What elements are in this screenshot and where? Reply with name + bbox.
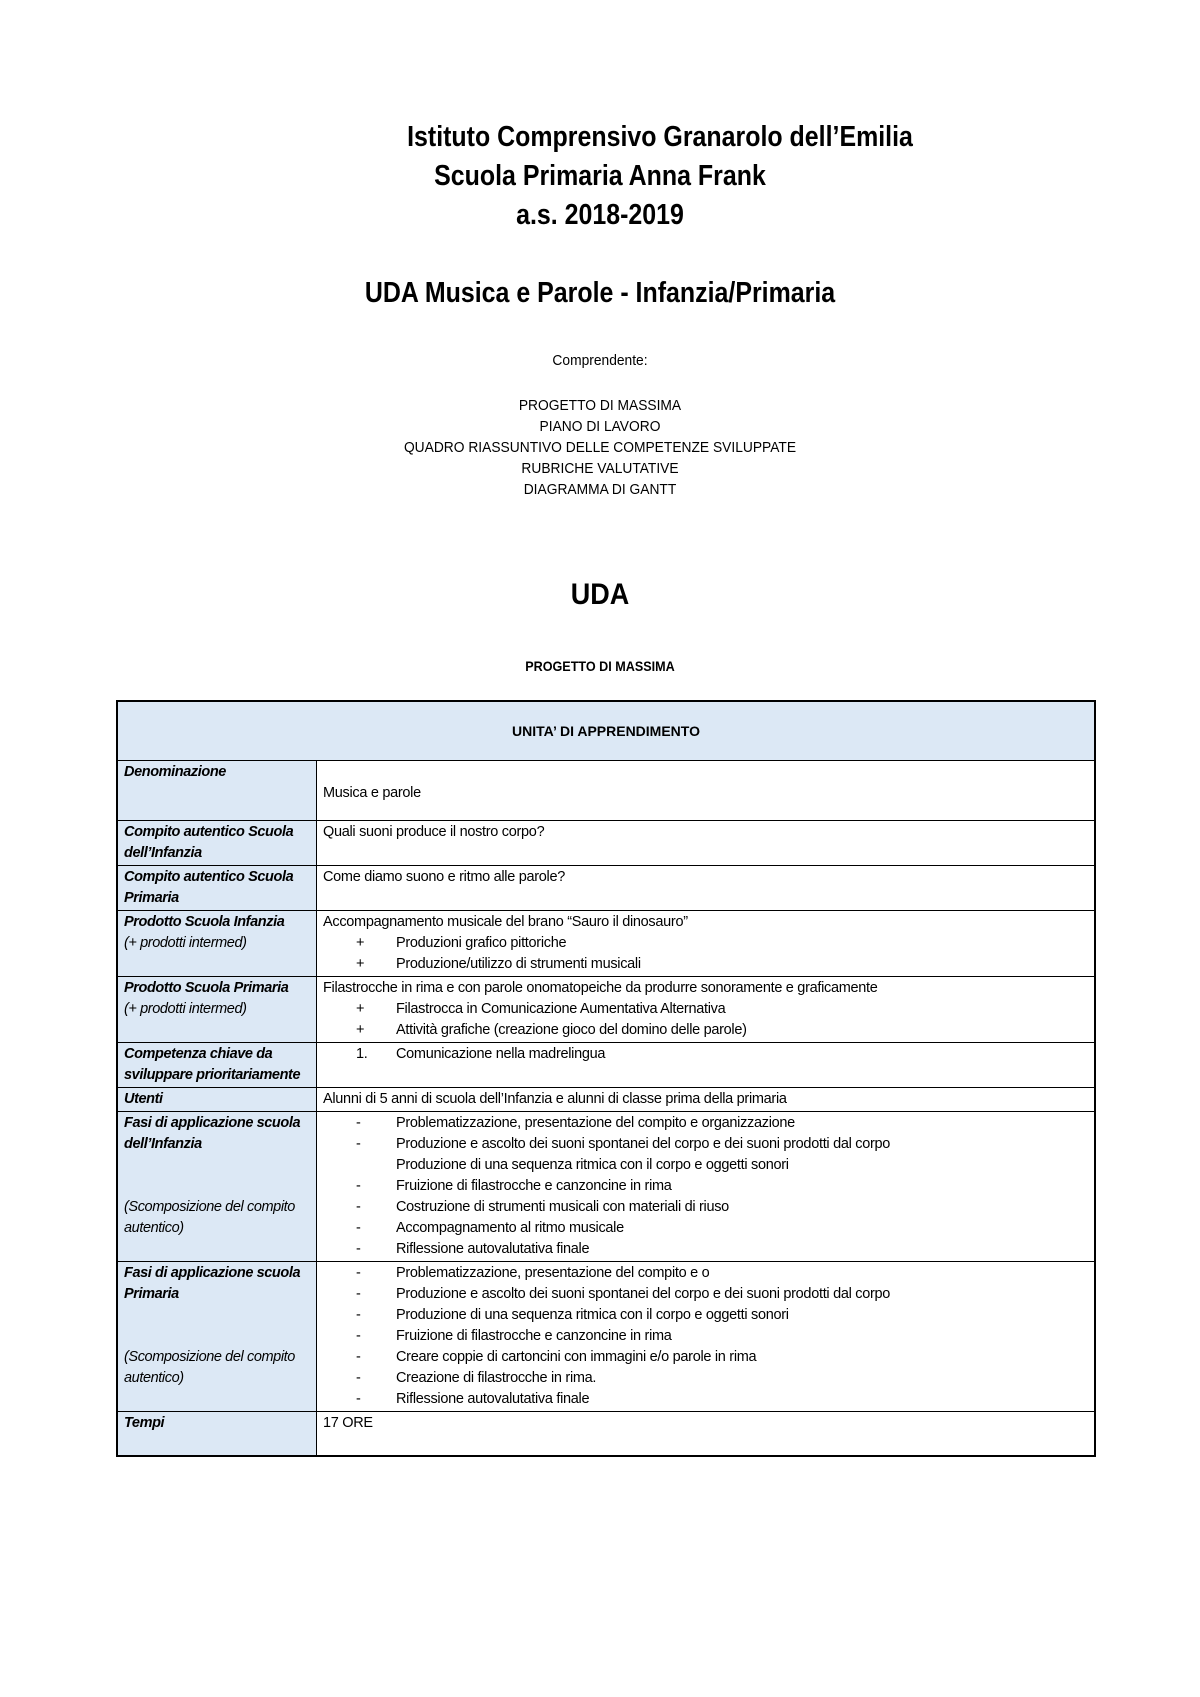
prodotto-infanzia-value: Accompagnamento musicale del brano “Sauro il dinosauro” — [323, 914, 688, 930]
list-item-text: Creazione di filastrocche in rima. — [396, 1370, 597, 1386]
table-header-row — [117, 701, 1095, 761]
row-value — [317, 977, 1096, 1043]
table-row — [117, 1043, 1095, 1088]
dash-marker: - — [356, 1241, 361, 1257]
denominazione-value: Musica e parole — [323, 785, 421, 801]
prodotto-primaria-label: Prodotto Scuola Primaria — [124, 980, 289, 996]
dash-marker: - — [356, 1265, 361, 1281]
uda-table — [116, 700, 1096, 1457]
list-item — [323, 1044, 1088, 1065]
list-item — [323, 1239, 1088, 1260]
row-value: Come diamo suono e ritmo alle parole? — [317, 866, 1096, 911]
row-label: Compito autentico Scuola dell’Infanzia — [117, 821, 317, 866]
dash-marker: - — [356, 1307, 361, 1323]
dash-marker: - — [356, 1391, 361, 1407]
row-label: Utenti — [117, 1088, 317, 1112]
table-row — [117, 977, 1095, 1043]
list-item — [323, 1389, 1088, 1410]
list-item — [323, 999, 1088, 1020]
list-item-text: Accompagnamento al ritmo musicale — [396, 1220, 624, 1236]
row-value — [317, 761, 1096, 821]
dash-marker: - — [356, 1178, 361, 1194]
list-item — [323, 1134, 1088, 1155]
list-item — [323, 1197, 1088, 1218]
row-value — [317, 1043, 1096, 1088]
list-item-text: Costruzione di strumenti musicali con materiali di riuso — [396, 1199, 729, 1215]
document-title — [0, 118, 1200, 235]
list-item-text: Filastrocca in Comunicazione Aumentativa Alternativa — [396, 1001, 726, 1017]
dash-marker: - — [356, 1199, 361, 1215]
list-item-text: Produzioni grafico pittoriche — [396, 935, 567, 951]
dash-marker: - — [356, 1115, 361, 1131]
list-item-text: Creare coppie di cartoncini con immagini e/o parole in rima — [396, 1349, 757, 1365]
row-label — [117, 977, 317, 1043]
list-item — [323, 1347, 1088, 1368]
table-row — [117, 866, 1095, 911]
dash-marker: - — [356, 1370, 361, 1386]
prodotto-infanzia-note: (+ prodotti intermed) — [124, 935, 247, 951]
row-label — [117, 1112, 317, 1262]
dash-marker: - — [356, 1136, 361, 1152]
list-item — [323, 1020, 1088, 1041]
row-label: Tempi — [117, 1412, 317, 1456]
list-item — [323, 1113, 1088, 1134]
table-row — [117, 911, 1095, 977]
list-item-continuation: Produzione di una sequenza ritmica con il corpo e oggetti sonori — [396, 1157, 789, 1173]
table-header: UNITA’ DI APPRENDIMENTO — [117, 701, 1095, 761]
school-year: a.s. 2018-2019 — [516, 199, 684, 231]
list-item — [323, 933, 1088, 954]
prodotto-primaria-note: (+ prodotti intermed) — [124, 1001, 247, 1017]
list-item — [323, 1368, 1088, 1389]
list-item-text: Produzione e ascolto dei suoni spontanei del corpo e dei suoni prodotti dal corpo — [396, 1286, 891, 1302]
plus-marker: + — [356, 1001, 365, 1017]
dash-marker: - — [356, 1349, 361, 1365]
table-row — [117, 761, 1095, 821]
fasi-primaria-label: Fasi di applicazione scuola Primaria — [124, 1265, 301, 1302]
list-item-text: Problematizzazione, presentazione del compito e o — [396, 1265, 710, 1281]
list-item-text: Problematizzazione, presentazione del compito e organizzazione — [396, 1115, 795, 1131]
list-item-text: Riflessione autovalutativa finale — [396, 1241, 590, 1257]
number-marker: 1. — [356, 1046, 368, 1062]
list-item-text: Produzione di una sequenza ritmica con il corpo e oggetti sonori — [396, 1307, 789, 1323]
prodotto-infanzia-label: Prodotto Scuola Infanzia — [124, 914, 285, 930]
school-institute-name: Istituto Comprensivo Granarolo dell’Emilia — [407, 121, 913, 153]
row-label — [117, 911, 317, 977]
contents-intro: Comprendente: — [552, 352, 648, 369]
row-label — [117, 1262, 317, 1412]
dash-marker: - — [356, 1286, 361, 1302]
row-label: Compito autentico Scuola Primaria — [117, 866, 317, 911]
row-value — [317, 1112, 1096, 1262]
section-heading: UDA — [570, 578, 630, 611]
list-item — [323, 1218, 1088, 1239]
list-item-text: Fruizione di filastrocche e canzoncine in rima — [396, 1178, 672, 1194]
list-item-text: Attività grafiche (creazione gioco del domino delle parole) — [396, 1022, 747, 1038]
dash-marker: - — [356, 1220, 361, 1236]
list-item — [323, 954, 1088, 975]
row-value — [317, 911, 1096, 977]
list-item-text: Fruizione di filastrocche e canzoncine in rima — [396, 1328, 672, 1344]
table-row — [117, 821, 1095, 866]
table-row — [117, 1088, 1095, 1112]
contents-item: DIAGRAMMA DI GANTT — [523, 481, 677, 498]
list-item-text: Comunicazione nella madrelingua — [396, 1046, 606, 1062]
row-value — [317, 1262, 1096, 1412]
table-row — [117, 1262, 1095, 1412]
contents-item: RUBRICHE VALUTATIVE — [521, 460, 679, 477]
list-item — [323, 1305, 1088, 1326]
row-value: 17 ORE — [317, 1412, 1096, 1456]
fasi-infanzia-note: (Scomposizione del compito autentico) — [124, 1199, 295, 1236]
contents-list — [48, 395, 1152, 500]
list-item — [323, 1284, 1088, 1305]
fasi-primaria-note: (Scomposizione del compito autentico) — [124, 1349, 295, 1386]
row-label: Competenza chiave da sviluppare prioritariamente — [117, 1043, 317, 1088]
fasi-infanzia-label: Fasi di applicazione scuola dell’Infanzia — [124, 1115, 301, 1152]
table-row — [117, 1112, 1095, 1262]
list-item-text: Riflessione autovalutativa finale — [396, 1391, 590, 1407]
list-item — [323, 1326, 1088, 1347]
section-subheading: PROGETTO DI MASSIMA — [525, 658, 675, 674]
list-item-text: Produzione/utilizzo di strumenti musicali — [396, 956, 641, 972]
plus-marker: + — [356, 1022, 365, 1038]
plus-marker: + — [356, 935, 365, 951]
row-value: Alunni di 5 anni di scuola dell’Infanzia e alunni di classe prima della primaria — [317, 1088, 1096, 1112]
uda-subtitle: UDA Musica e Parole - Infanzia/Primaria — [364, 277, 836, 309]
row-label: Denominazione — [117, 761, 317, 821]
prodotto-primaria-value: Filastrocche in rima e con parole onomatopeiche da produrre sonoramente e graficamente — [323, 980, 878, 996]
school-name: Scuola Primaria Anna Frank — [434, 160, 766, 192]
contents-item: PIANO DI LAVORO — [539, 418, 661, 435]
contents-item: PROGETTO DI MASSIMA — [518, 397, 682, 414]
contents-item: QUADRO RIASSUNTIVO DELLE COMPETENZE SVILUPPATE — [403, 439, 797, 456]
list-item — [323, 1263, 1088, 1284]
table-row — [117, 1412, 1095, 1456]
list-item — [323, 1176, 1088, 1197]
row-value: Quali suoni produce il nostro corpo? — [317, 821, 1096, 866]
dash-marker: - — [356, 1328, 361, 1344]
list-item-text: Produzione e ascolto dei suoni spontanei del corpo e dei suoni prodotti dal corpo — [396, 1136, 891, 1152]
plus-marker: + — [356, 956, 365, 972]
